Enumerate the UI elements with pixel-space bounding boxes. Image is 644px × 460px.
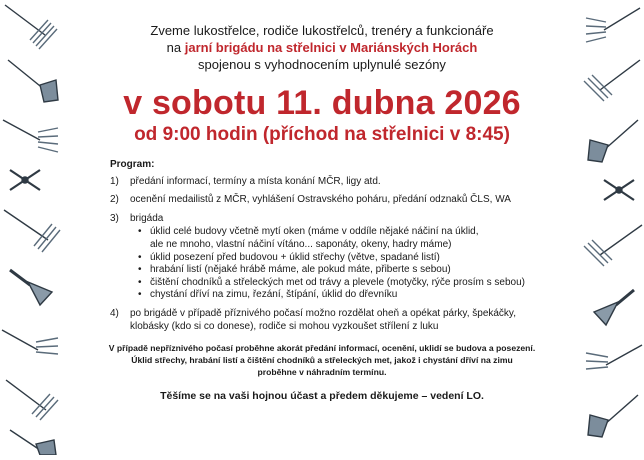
list-item bbox=[138, 277, 572, 290]
rake-icon bbox=[4, 210, 60, 252]
weather-note bbox=[72, 342, 572, 378]
task-text-continued: ale ne mnoho, vlastní náčiní vítáno... saponáty, okeny, hadry máme) bbox=[150, 238, 452, 250]
program-item-number: 3) bbox=[110, 212, 119, 224]
garden-tools-illustration-left bbox=[0, 0, 62, 455]
program-item bbox=[110, 176, 572, 189]
poster-content bbox=[72, 0, 572, 455]
program-item-number: 4) bbox=[110, 307, 119, 319]
brigade-task-list bbox=[138, 226, 572, 302]
bullet-icon: • bbox=[138, 276, 142, 288]
program-title: Program: bbox=[110, 159, 155, 170]
pitchfork-icon bbox=[586, 8, 640, 42]
pitchfork-icon bbox=[3, 120, 58, 152]
bullet-icon: • bbox=[138, 289, 142, 301]
rake-icon bbox=[584, 60, 640, 101]
list-item bbox=[138, 252, 572, 265]
trowel-icon bbox=[594, 290, 634, 325]
shovel-icon bbox=[10, 430, 56, 455]
trowel-icon bbox=[10, 270, 52, 305]
task-text: hrabání listí (nějaké hrábě máme, ale pokud máte, přiberte s sebou) bbox=[150, 264, 451, 276]
rake-icon bbox=[6, 380, 58, 420]
event-time: od 9:00 hodin (příchod na střelnici v 8:45) bbox=[134, 124, 510, 145]
shears-icon bbox=[10, 170, 40, 190]
intro-line-3: spojenou s vyhodnocením uplynulé sezóny bbox=[198, 57, 446, 72]
intro-line-2 bbox=[72, 39, 572, 56]
shovel-icon bbox=[8, 60, 58, 102]
garden-tools-illustration-right bbox=[582, 0, 644, 455]
event-name: jarní brigádu na střelnici v Mariánských Horách bbox=[184, 40, 478, 55]
pitchfork-icon bbox=[586, 345, 642, 369]
program-item bbox=[110, 308, 572, 333]
program-item-text: ocenění medailistů z MČR, vyhlášení Ostravského poháru, předání odznaků ČLS, WA bbox=[130, 194, 511, 206]
intro-line-2-prefix: na bbox=[166, 40, 185, 55]
program-section bbox=[110, 159, 572, 333]
program-item bbox=[110, 194, 572, 207]
list-item bbox=[138, 226, 572, 251]
right-tools-border bbox=[582, 0, 644, 455]
bullet-icon: • bbox=[138, 264, 142, 276]
rake-icon bbox=[584, 225, 642, 266]
task-text: úklid celé budovy včetně mytí oken (máme v oddíle nějaké náčiní na úklid, bbox=[150, 226, 479, 238]
intro-line-1: Zveme lukostřelce, rodiče lukostřelců, trenéry a funkcionáře bbox=[150, 23, 494, 38]
task-text: čištění chodníků a střeleckých met od trávy a plevele (motyčky, rýče prosím s sebou) bbox=[150, 276, 525, 288]
program-item-number: 2) bbox=[110, 194, 119, 206]
bullet-icon: • bbox=[138, 251, 142, 263]
list-item bbox=[138, 289, 572, 302]
left-tools-border bbox=[0, 0, 62, 455]
shovel-icon bbox=[588, 120, 638, 162]
program-item-text: brigáda bbox=[130, 212, 164, 224]
program-item bbox=[110, 213, 572, 302]
note-line-2: Úklid střechy, hrabání listí a čištění chodníků a střeleckých met, jakož i chystání dříví na zimu bbox=[131, 355, 513, 366]
program-item-text: po brigádě v případě příznivého počasí možno rozdělat oheň a opékat párky, špekáčky, bbox=[130, 307, 516, 319]
task-text: chystání dříví na zimu, řezání, štípání, úklid do dřevníku bbox=[150, 289, 398, 301]
shears-icon bbox=[604, 180, 634, 200]
shovel-icon bbox=[588, 395, 638, 437]
list-item bbox=[138, 264, 572, 277]
program-item-number: 1) bbox=[110, 175, 119, 187]
task-text: úklid posezení před budovou + úklid střechy (větve, spadané listí) bbox=[150, 251, 440, 263]
closing-thanks: Těšíme se na vaši hojnou účast a předem děkujeme – vedení LO. bbox=[160, 390, 484, 403]
program-item-text-continued: klobásky (kdo si co donese), rodiče si mohou vyzkoušet střílení z luku bbox=[130, 320, 439, 332]
event-date: v sobotu 11. dubna 2026 bbox=[123, 84, 521, 122]
bullet-icon: • bbox=[138, 226, 142, 238]
pitchfork-icon bbox=[2, 330, 58, 354]
note-line-3: proběhne v náhradním termínu. bbox=[257, 367, 387, 378]
rake-icon bbox=[5, 5, 57, 49]
invitation-intro bbox=[72, 22, 572, 73]
note-line-1: V případě nepříznivého počasí proběhne akorát předání informací, ocenění, uklidí se budova a posezení. bbox=[108, 343, 536, 354]
program-item-text: předání informací, termíny a místa konání MČR, ligy atd. bbox=[130, 175, 381, 187]
